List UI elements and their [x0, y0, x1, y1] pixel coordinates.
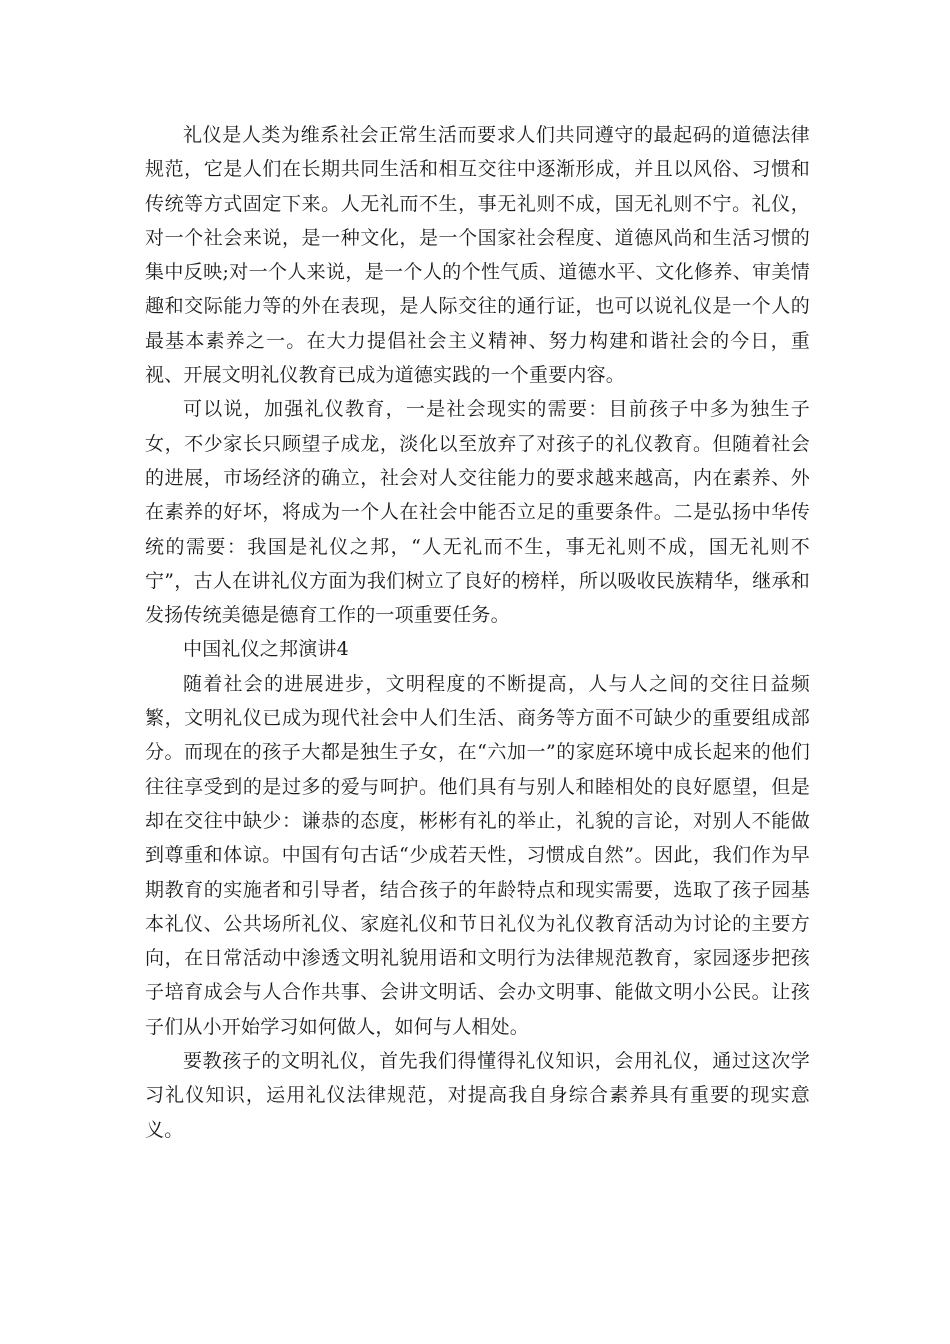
- section-heading: 中国礼仪之邦演讲4: [183, 638, 349, 661]
- paragraph-etiquette-education-need: 可以说，加强礼仪教育，一是社会现实的需要：目前孩子中多为独生子女，不少家长只顾望子成龙，淡化以至放弃了对孩子的礼仪教育。但随着社会的进展，市场经济的确立，社会对人交往能力的要求越来越高，内在素养、外在素养的好坏，将成为一个人在社会中能否立足的重要条件。二是弘扬中华传统的需要：我国是礼仪之邦，“人无礼而不生，事无礼则不成，国无礼则不宁”，古人在讲礼仪方面为我们树立了良好的榜样，所以吸收民族精华，继承和发扬传统美德是德育工作的一项重要任务。: [145, 398, 810, 627]
- paragraph-social-progress: 随着社会的进展进步，文明程度的不断提高，人与人之间的交往日益频繁，文明礼仪已成为现代社会中人们生活、商务等方面不可缺少的重要组成部分。而现在的孩子大都是独生子女，在“六加一”的家庭环境中成长起来的他们往往享受到的是过多的爱与呵护。他们具有与别人和睦相处的良好愿望，但是却在交往中缺少：谦恭的态度，彬彬有礼的举止，礼貌的言论，对别人不能做到尊重和体谅。中国有句古话“少成若天性，习惯成自然”。因此，我们作为早期教育的实施者和引导者，结合孩子的年龄特点和现实需要，选取了孩子园基本礼仪、公共场所礼仪、家庭礼仪和节日礼仪为礼仪教育活动为讨论的主要方向，在日常活动中渗透文明礼貌用语和文明行为法律规范教育，家园逐步把孩子培育成会与人合作共事、会讲文明话、会办文明事、能做文明小公民。让孩子们从小开始学习如何做人，如何与人相处。: [145, 672, 810, 1038]
- document-body: [145, 118, 810, 1147]
- paragraph-teaching-etiquette: 要教孩子的文明礼仪，首先我们得懂得礼仪知识，会用礼仪，通过这次学习礼仪知识，运用礼仪法律规范，对提高我自身综合素养具有重要的现实意义。: [145, 1050, 810, 1141]
- paragraph-etiquette-definition: 礼仪是人类为维系社会正常生活而要求人们共同遵守的最起码的道德法律规范，它是人们在长期共同生活和相互交往中逐渐形成，并且以风俗、习惯和传统等方式固定下来。人无礼而不生，事无礼则不成，国无礼则不宁。礼仪，对一个社会来说，是一种文化，是一个国家社会程度、道德风尚和生活习惯的集中反映;对一个人来说，是一个人的个性气质、道德水平、文化修养、审美情趣和交际能力等的外在表现，是人际交往的通行证，也可以说礼仪是一个人的最基本素养之一。在大力提倡社会主义精神、努力构建和谐社会的今日，重视、开展文明礼仪教育已成为道德实践的一个重要内容。: [145, 124, 810, 387]
